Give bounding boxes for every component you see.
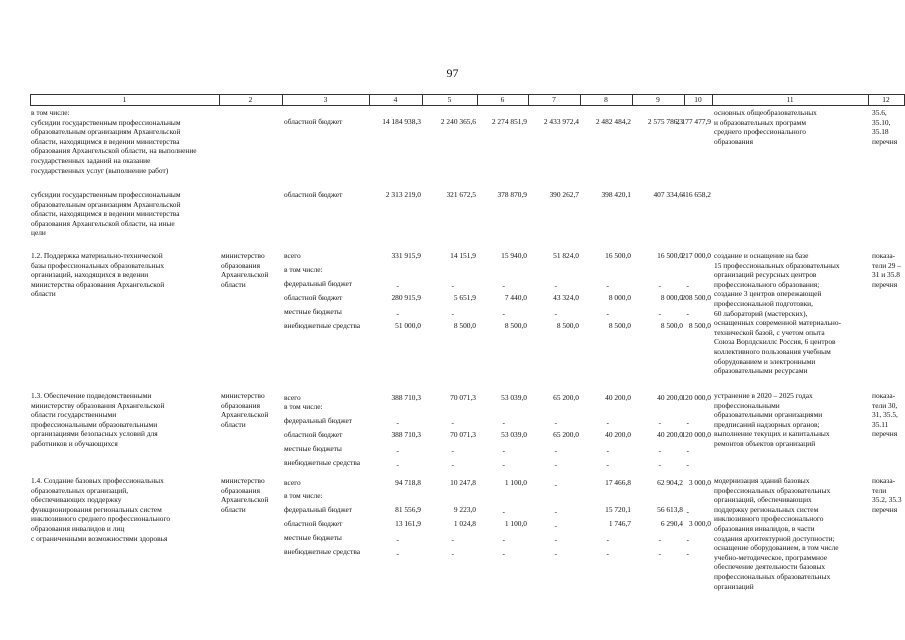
budget-source-label: в том числе: (284, 491, 323, 500)
target-indicator-line: перечня (872, 279, 898, 289)
budget-value-cell: - (606, 446, 609, 455)
budget-value-cell: - (451, 549, 454, 558)
target-indicator-line: перечня (872, 429, 898, 439)
executor-line: образования (221, 400, 260, 410)
budget-value-cell: - (686, 549, 689, 558)
budget-value-cell: 8 000,0 (608, 293, 631, 302)
budget-value-cell: 16 500,0 (657, 251, 683, 260)
budget-value-cell: - (502, 281, 505, 290)
budget-value-cell: - (502, 549, 505, 558)
budget-value-cell: 62 904,2 (657, 478, 683, 487)
expected-result-line: профессиональной подготовки, (714, 299, 813, 308)
budget-value-cell: 2 433 972,4 (543, 117, 579, 126)
budget-value-cell: 388 710,3 (391, 393, 421, 402)
row-description-line: 1.3. Обеспечение подведомственными (31, 391, 152, 400)
expected-result-line: профессионального образования; (714, 279, 820, 289)
row-description-line: области государственными (31, 410, 117, 420)
budget-value-cell: - (658, 535, 661, 544)
column-header: 2 (248, 95, 253, 104)
budget-value-cell: 5 651,9 (453, 293, 476, 302)
expected-result-line: оснащение оборудованием, в том числе (714, 543, 839, 553)
budget-value-cell: 65 200,0 (553, 393, 579, 402)
column-header: 4 (393, 95, 398, 104)
budget-source-label: внебюджетные средства (284, 547, 361, 556)
target-indicator-line: перечня (872, 136, 898, 146)
column-header: 7 (552, 95, 556, 104)
budget-value-cell: 1 100,0 (504, 519, 527, 528)
budget-value-cell: - (606, 309, 609, 318)
budget-value-cell: - (502, 507, 505, 516)
budget-value-cell: - (502, 309, 505, 318)
budget-value-cell: - (451, 460, 454, 469)
column-header: 11 (786, 95, 794, 104)
budget-value-cell: 17 466,8 (605, 478, 631, 487)
budget-value-cell: - (502, 460, 505, 469)
budget-value-cell: 217 000,0 (681, 251, 711, 260)
budget-value-cell: 51 824,0 (553, 251, 579, 260)
budget-value-cell: - (606, 460, 609, 469)
executor-line: Архангельской (221, 410, 269, 420)
row-description-line: области, находящимся в ведении министерства (31, 209, 180, 219)
expected-result-line: коллективного пользования учебным (714, 347, 831, 356)
expected-result-line: модернизация зданий базовых (714, 476, 810, 485)
budget-value-cell: 65 200,0 (553, 430, 579, 439)
budget-value-cell: 15 940,0 (501, 251, 527, 260)
target-indicator-line: тели 29 – (872, 260, 901, 270)
expected-result-line: организаций (714, 581, 754, 591)
expected-result-line: технической базой, с учетом опыта (714, 327, 825, 337)
budget-value-cell: 40 200,0 (657, 393, 683, 402)
target-indicator-line: 31 и 35.8 (872, 270, 900, 280)
target-indicator-line: 35.10, (872, 117, 891, 127)
budget-source-label: всего (284, 478, 301, 487)
budget-source-label: областной бюджет (284, 117, 343, 126)
expected-result-line: организаций, обеспечивающих (714, 495, 812, 505)
expected-result-line: организаций ресурсных центров (714, 270, 817, 280)
budget-value-cell: 378 870,9 (497, 190, 527, 199)
row-description-line: цели (31, 228, 46, 238)
column-header: 12 (882, 95, 890, 104)
budget-value-cell: 40 200,0 (605, 430, 631, 439)
executor-line: министерство (221, 391, 265, 400)
budget-value-cell: - (554, 418, 557, 427)
expected-result-line: поддержку региональных систем (714, 504, 819, 514)
executor-line: образования (221, 485, 260, 495)
budget-value-cell: 398 420,1 (601, 190, 631, 199)
expected-result-line: выполнение текущих и капитальных (714, 429, 830, 439)
budget-value-cell: 1 024,8 (453, 519, 476, 528)
budget-value-cell: 321 672,5 (446, 190, 476, 199)
budget-source-label: внебюджетные средства (284, 321, 361, 330)
budget-value-cell: 15 720,1 (605, 505, 631, 514)
target-indicator-line: тели 30, (872, 400, 898, 410)
row-description-line: 1.4. Создание базовых профессиональных (31, 476, 164, 485)
target-indicator-line: 35.6, (872, 108, 887, 117)
budget-value-cell: 53 039,0 (501, 430, 527, 439)
budget-value-cell: - (396, 418, 399, 427)
expected-result-line: инклюзивного профессионального (714, 514, 824, 524)
target-indicator-line: 31, 35.5, (872, 410, 898, 420)
budget-value-cell: - (606, 281, 609, 290)
budget-value-cell: - (502, 535, 505, 544)
budget-value-cell: - (606, 535, 609, 544)
expected-result-line: 60 лабораторий (мастерских), (714, 308, 808, 318)
budget-source-label: областной бюджет (284, 430, 343, 439)
row-description-line: образовательным организациям Архангельской (31, 127, 181, 137)
budget-value-cell: 280 915,9 (391, 293, 421, 302)
budget-source-label: областной бюджет (284, 293, 343, 302)
budget-value-cell: - (554, 480, 557, 489)
row-description-line: области (31, 289, 56, 299)
expected-result-line: профессиональных образовательных (714, 572, 831, 581)
expected-result-line: основных общеобразовательных (714, 108, 817, 117)
budget-value-cell: 1 746,7 (608, 519, 631, 528)
executor-line: области (221, 504, 246, 514)
budget-value-cell: 70 071,3 (450, 430, 476, 439)
budget-value-cell: - (396, 309, 399, 318)
budget-value-cell: - (554, 446, 557, 455)
budget-value-cell: 3 000,0 (688, 478, 711, 487)
budget-value-cell: 388 710,3 (391, 430, 421, 439)
budget-value-cell: - (686, 446, 689, 455)
budget-value-cell: 8 500,0 (660, 321, 683, 330)
budget-value-cell: 2 575 786,3 (647, 117, 683, 126)
budget-value-cell: 6 290,4 (660, 519, 683, 528)
budget-value-cell: 53 039,0 (501, 393, 527, 402)
row-description-line: субсидии государственным профессиональным (31, 117, 181, 127)
row-description-line: 1.2. Поддержка материально-технической (31, 251, 163, 260)
expected-result-line: образовательными ресурсами (714, 366, 808, 376)
budget-value-cell: - (606, 418, 609, 427)
budget-value-cell: - (658, 418, 661, 427)
budget-value-cell: 3 000,0 (688, 519, 711, 528)
expected-result-line: ремонтов объектов организаций (714, 439, 816, 448)
executor-line: образования (221, 260, 260, 270)
row-description-line: обеспечивающих поддержку (31, 495, 122, 505)
row-description-line: базы профессиональных образовательных (31, 260, 165, 270)
row-description-line: организациями безопасных условий для (31, 429, 158, 439)
budget-value-cell: - (451, 535, 454, 544)
budget-value-cell: 8 500,0 (453, 321, 476, 330)
row-description-line: субсидии государственным профессиональным (31, 190, 181, 199)
budget-value-cell: - (658, 460, 661, 469)
budget-value-cell: 14 184 938,3 (382, 117, 421, 126)
expected-result-line: образовательными организациями (714, 410, 823, 420)
budget-value-cell: 416 658,2 (681, 190, 711, 199)
row-description-line: образования Архангельской области, на иные (31, 218, 175, 228)
budget-value-cell: - (658, 281, 661, 290)
budget-value-cell: - (686, 281, 689, 290)
target-indicator-line: показа- (872, 391, 896, 400)
executor-line: Архангельской (221, 495, 269, 505)
column-header: 6 (500, 95, 505, 104)
budget-source-label: федеральный бюджет (284, 505, 353, 514)
budget-value-cell: 8 500,0 (688, 321, 711, 330)
budget-value-cell: - (554, 535, 557, 544)
budget-value-cell: - (658, 309, 661, 318)
budget-value-cell: 208 500,0 (681, 293, 711, 302)
budget-value-cell: 51 000,0 (395, 321, 421, 330)
header-bottom-border (30, 105, 905, 106)
column-header: 10 (694, 95, 702, 104)
executor-line: министерство (221, 476, 265, 485)
column-header: 1 (122, 95, 127, 104)
budget-value-cell: 1 100,0 (504, 478, 527, 487)
expected-result-line: оснащенных современной материально- (714, 318, 841, 328)
budget-value-cell: - (686, 460, 689, 469)
row-description-line: министерству образования Архангельской (31, 400, 165, 410)
budget-value-cell: 2 274 851,9 (491, 117, 527, 126)
budget-value-cell: 56 613,8 (657, 505, 683, 514)
row-description-line: министерства образования Архангельской (31, 279, 165, 289)
budget-value-cell: 390 262,7 (549, 190, 579, 199)
budget-value-cell: - (554, 521, 557, 530)
target-indicator-line: 35.2, 35.3 (872, 495, 902, 505)
row-description-line: образовательным организациям Архангельской (31, 199, 181, 209)
budget-value-cell: - (451, 309, 454, 318)
column-header: 9 (656, 95, 660, 104)
budget-value-cell: - (606, 549, 609, 558)
row-description-line: профессиональными образовательными (31, 419, 158, 429)
expected-result-line: и образовательных программ (714, 117, 807, 127)
row-description-line: работников и обучающихся (31, 439, 118, 448)
target-indicator-line: показа- (872, 251, 896, 260)
budget-value-cell: - (554, 460, 557, 469)
expected-result-line: устранение в 2020 – 2025 годах (714, 391, 813, 400)
budget-value-cell: 43 324,0 (553, 293, 579, 302)
budget-value-cell: 94 718,8 (395, 478, 421, 487)
executor-line: министерство (221, 251, 265, 260)
budget-value-cell: 10 247,8 (450, 478, 476, 487)
target-indicator-line: перечня (872, 504, 898, 514)
budget-value-cell: - (451, 446, 454, 455)
budget-value-cell: - (686, 535, 689, 544)
row-description-line: функционирования региональных систем (31, 504, 162, 514)
budget-value-cell: - (451, 281, 454, 290)
budget-source-label: областной бюджет (284, 519, 343, 528)
budget-value-cell: - (686, 418, 689, 427)
budget-source-label: местные бюджеты (284, 307, 342, 316)
budget-value-cell: - (396, 446, 399, 455)
budget-value-cell: 13 161,9 (395, 519, 421, 528)
budget-source-label: всего (284, 251, 301, 260)
row-description-line: в том числе: (31, 108, 70, 117)
expected-result-line: Союза Ворлдскиллс Россия, 6 центров (714, 337, 836, 347)
budget-value-cell: 8 500,0 (608, 321, 631, 330)
budget-value-cell: - (396, 460, 399, 469)
budget-value-cell: 407 334,6 (653, 190, 683, 199)
budget-value-cell: - (502, 446, 505, 455)
budget-source-label: в том числе: (284, 265, 323, 274)
budget-source-label: в том числе: (284, 402, 323, 411)
budget-source-label: всего (284, 393, 301, 402)
target-indicator-line: показа- (872, 476, 896, 485)
budget-value-cell: 40 200,0 (605, 393, 631, 402)
row-description-line: государственных услуг (выполнение работ) (31, 165, 169, 175)
budget-value-cell: 16 500,0 (605, 251, 631, 260)
row-description-line: области, находящимся в ведении министерства (31, 136, 180, 146)
budget-value-cell: - (451, 418, 454, 427)
budget-value-cell: 2 482 484,2 (595, 117, 631, 126)
budget-value-cell: 8 500,0 (504, 321, 527, 330)
budget-value-cell: 120 000,0 (681, 430, 711, 439)
budget-value-cell: 8 500,0 (556, 321, 579, 330)
expected-result-line: образования инвалидов, в части (714, 524, 815, 533)
budget-value-cell: - (502, 418, 505, 427)
budget-source-label: федеральный бюджет (284, 416, 353, 425)
executor-line: области (221, 279, 246, 289)
budget-value-cell: - (554, 309, 557, 318)
budget-value-cell: - (658, 446, 661, 455)
budget-value-cell: 14 151,9 (450, 251, 476, 260)
expected-result-line: профессиональными (714, 400, 780, 410)
budget-value-cell: 120 000,0 (681, 393, 711, 402)
expected-result-line: профессиональных образовательных (714, 485, 831, 495)
budget-value-cell: 70 071,3 (450, 393, 476, 402)
budget-source-label: местные бюджеты (284, 444, 342, 453)
page-number: 97 (446, 66, 459, 80)
row-description-line: образования Архангельской области, на выполнение (31, 146, 197, 156)
row-description-line: организаций, находящихся в ведении (31, 270, 149, 280)
row-description-line: государственных заданий на оказание (31, 156, 151, 165)
budget-source-label: внебюджетные средства (284, 458, 361, 467)
expected-result-line: образования (714, 136, 753, 146)
budget-value-cell: 2 313 219,0 (385, 190, 421, 199)
budget-value-cell: 8 000,0 (660, 293, 683, 302)
budget-value-cell: - (686, 507, 689, 516)
budget-source-label: местные бюджеты (284, 533, 342, 542)
budget-value-cell: 331 915,9 (391, 251, 421, 260)
budget-source-label: федеральный бюджет (284, 279, 353, 288)
budget-value-cell: 40 200,0 (657, 430, 683, 439)
expected-result-line: создание 3 центров опережающей (714, 289, 822, 299)
budget-value-cell: 9 223,0 (453, 505, 476, 514)
expected-result-line: создания архитектурной доступности; (714, 533, 835, 543)
budget-value-cell: - (396, 281, 399, 290)
budget-value-cell: 81 556,9 (395, 505, 421, 514)
expected-result-line: предписаний надзорных органов; (714, 419, 820, 429)
expected-result-line: оборудованием и электронными (714, 356, 816, 366)
expected-result-line: учебно-методическое, программное (714, 552, 828, 562)
budget-value-cell: 2 240 365,6 (440, 117, 476, 126)
budget-value-cell: - (554, 281, 557, 290)
column-header: 8 (604, 95, 608, 104)
expected-result-line: среднего профессионального (714, 127, 806, 137)
row-description-line: с ограниченными возможностями здоровья (31, 533, 168, 543)
target-indicator-line: тели (872, 485, 887, 495)
expected-result-line: обеспечение деятельности базовых (714, 562, 826, 572)
budget-value-cell: - (554, 507, 557, 516)
budget-value-cell: - (658, 549, 661, 558)
budget-value-cell: - (686, 309, 689, 318)
target-indicator-line: 35.18 (872, 127, 889, 137)
executor-line: Архангельской (221, 270, 269, 280)
executor-line: области (221, 419, 246, 429)
budget-value-cell: 2 177 477,9 (675, 117, 711, 126)
expected-result-line: 15 профессиональных образовательных (714, 260, 840, 270)
column-header: 3 (323, 95, 328, 104)
budget-value-cell: - (396, 549, 399, 558)
target-indicator-line: 35.11 (872, 419, 889, 429)
column-header: 5 (447, 95, 452, 104)
budget-value-cell: - (396, 535, 399, 544)
row-description-line: инклюзивного среднего профессионального (31, 514, 171, 524)
budget-value-cell: 7 440,0 (504, 293, 527, 302)
budget-value-cell: - (554, 549, 557, 558)
row-description-line: образования инвалидов и лиц (31, 524, 125, 533)
row-description-line: образовательных организаций, (31, 485, 129, 495)
expected-result-line: создание и оснащение на базе (714, 251, 809, 260)
budget-source-label: областной бюджет (284, 190, 343, 199)
